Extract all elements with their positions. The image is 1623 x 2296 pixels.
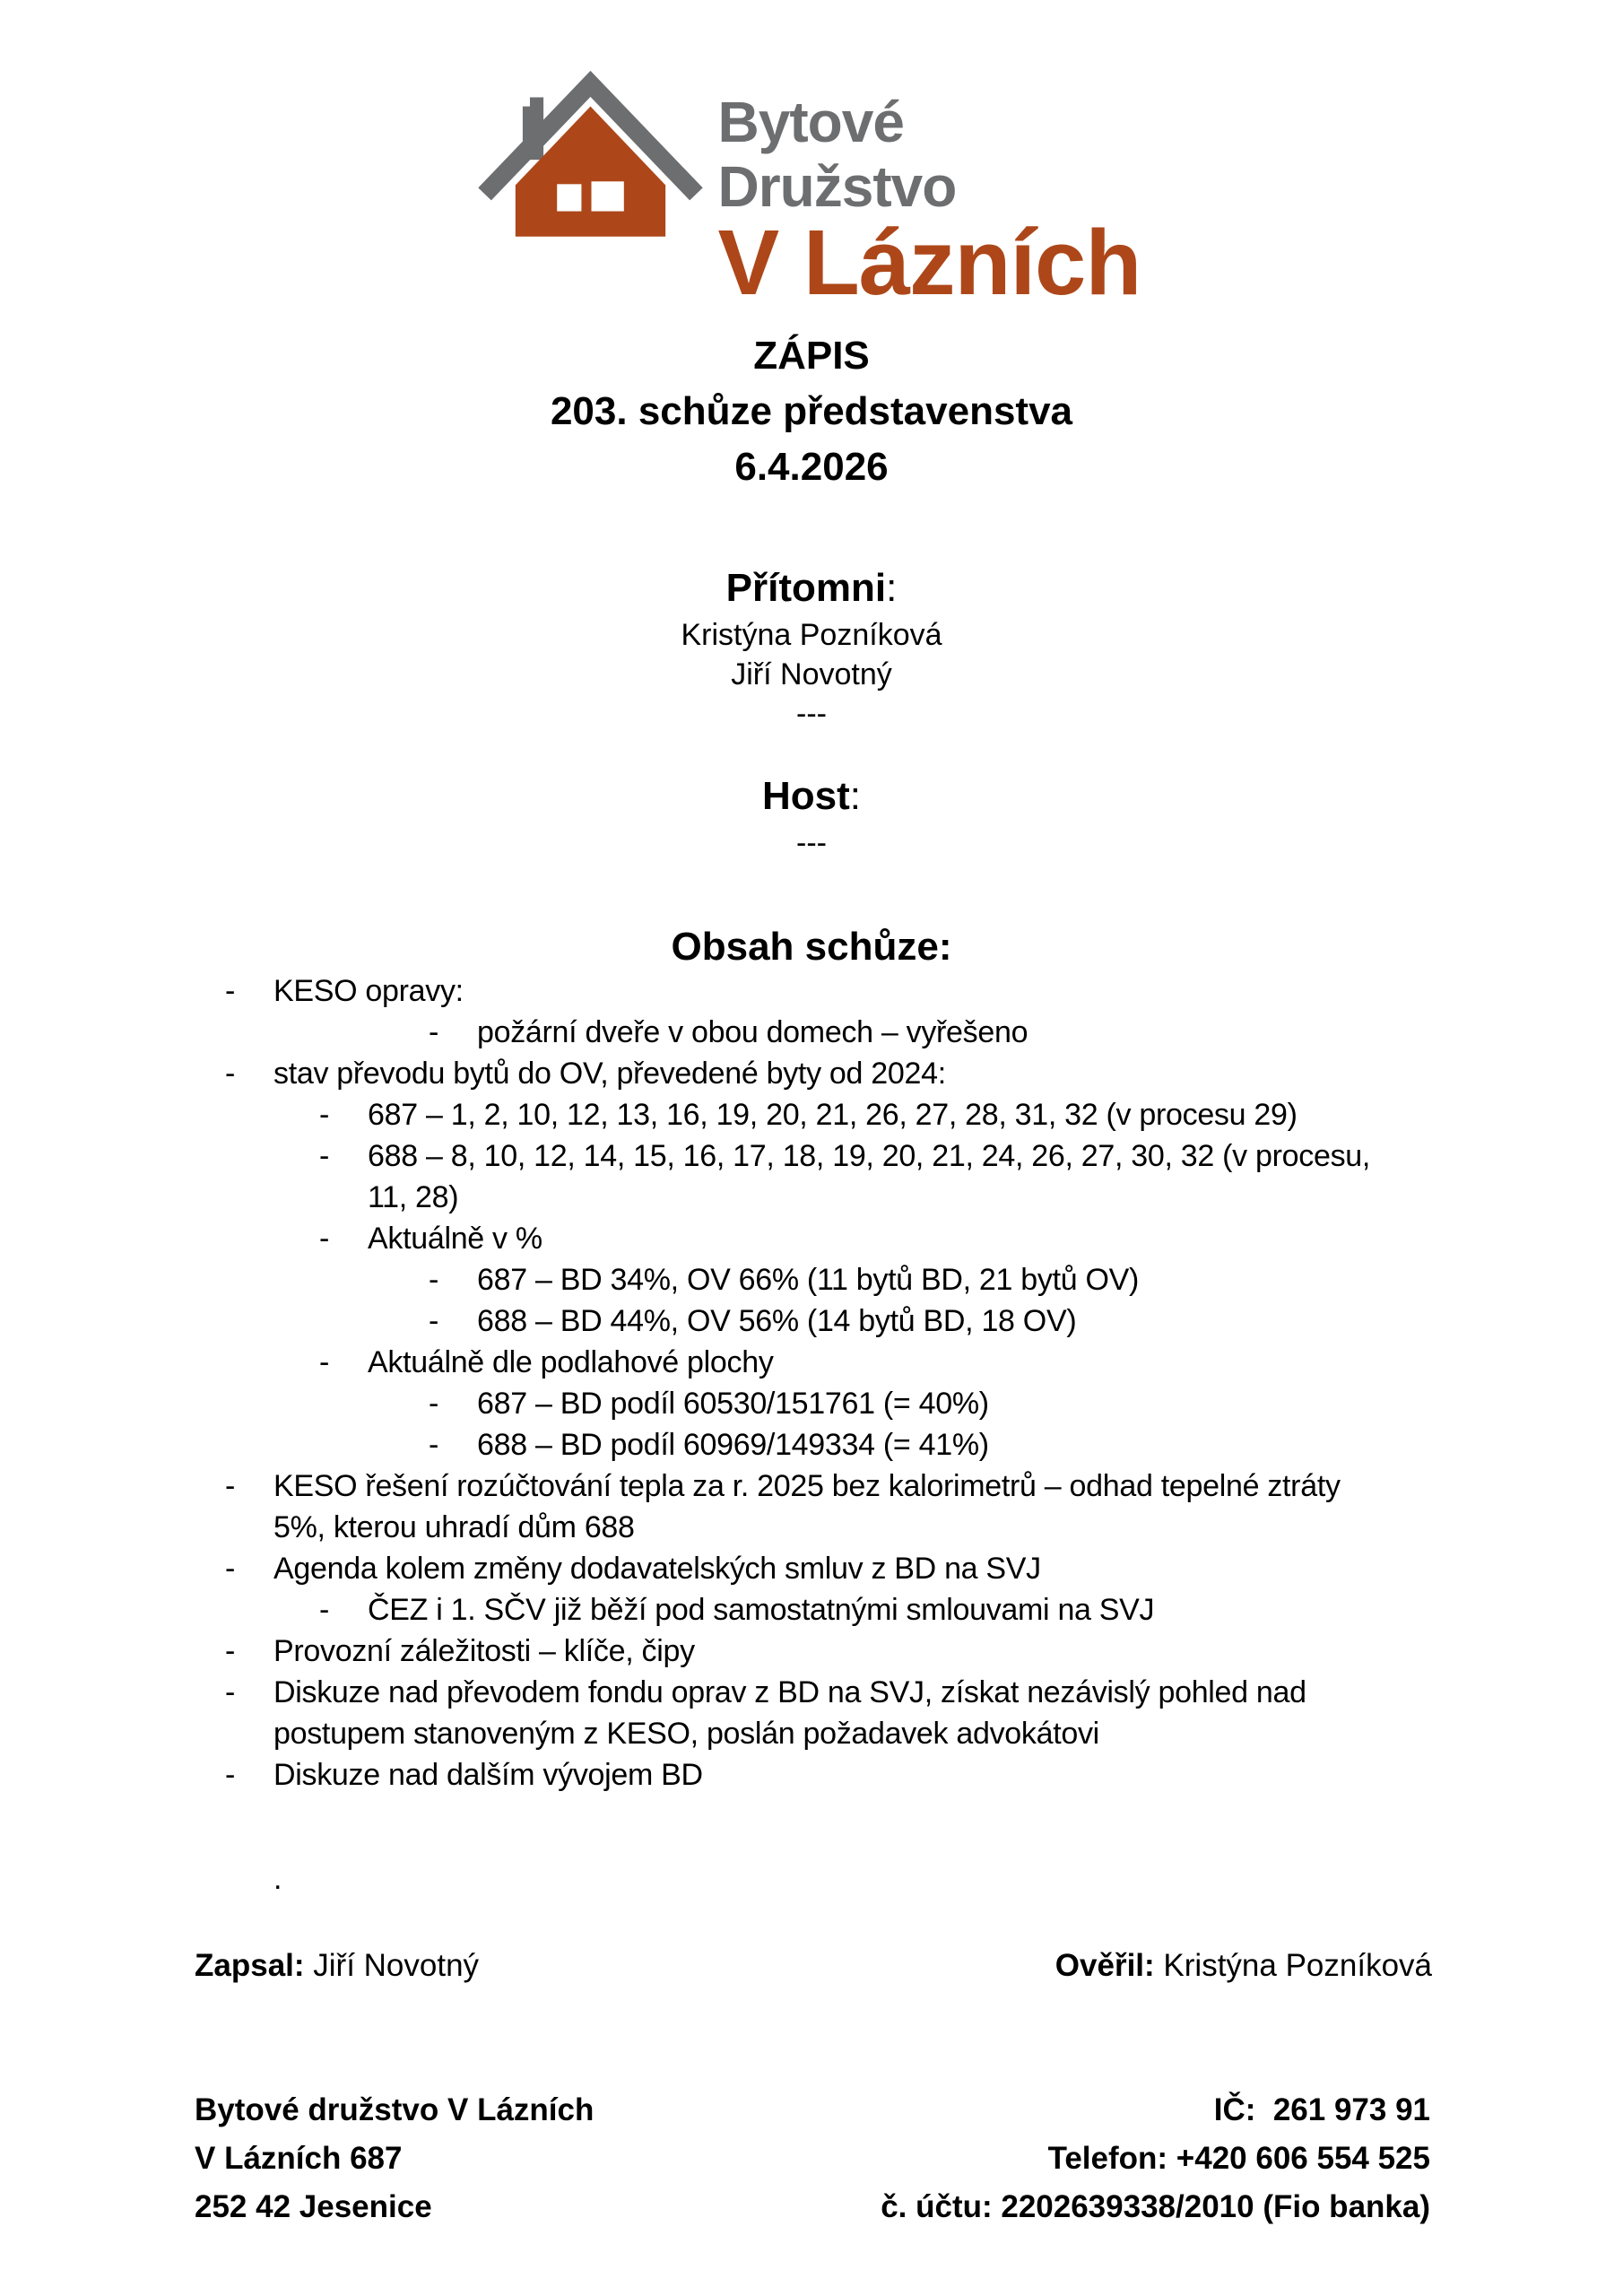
agenda-item: [0, 1259, 1623, 1300]
agenda-item-text: Aktuálně v %: [368, 1222, 542, 1256]
agenda-item-text: 688 – BD podíl 60969/149334 (= 41%): [477, 1428, 989, 1462]
agenda-item: [0, 1672, 1623, 1713]
agenda-item-dash: -: [225, 1552, 236, 1586]
recorded-by: [195, 1944, 479, 1987]
agenda-item-dash: -: [429, 1015, 439, 1049]
verified-by-name: Kristýna Pozníková: [1154, 1948, 1432, 1983]
agenda-item-text: Diskuze nad převodem fondu oprav z BD na SVJ, získat nezávislý pohled nad: [273, 1675, 1306, 1709]
attendee-name: Jiří Novotný: [731, 657, 892, 691]
footer-contact-line: IČ: 261 973 91: [1213, 2092, 1430, 2127]
title-line-date: 6.4.2026: [734, 445, 889, 489]
guests-heading-label: Host: [761, 774, 850, 818]
agenda-item-dash: -: [319, 1222, 330, 1256]
agenda-item-text: Diskuze nad dalším vývojem BD: [273, 1758, 703, 1792]
agenda-item: [0, 970, 1623, 1012]
footer-address: [195, 2086, 594, 2231]
footer-contacts: [881, 2086, 1430, 2231]
agenda-item-text: 687 – BD podíl 60530/151761 (= 40%): [477, 1387, 989, 1421]
agenda-item: [0, 1589, 1623, 1631]
logo-text: [717, 90, 1146, 314]
footer-address-line: V Lázních 687: [195, 2141, 403, 2176]
agenda-item-dash: -: [225, 1675, 236, 1709]
agenda-item-text: postupem stanoveným z KESO, poslán požadavek advokátovi: [273, 1717, 1099, 1751]
attendee-name: Kristýna Pozníková: [681, 618, 942, 652]
logo-company-name: V Lázních: [717, 211, 1141, 314]
agenda-item: [0, 1631, 1623, 1672]
agenda-item: [0, 1424, 1623, 1465]
attendees-heading: [0, 565, 1623, 612]
agenda-item-text: Aktuálně dle podlahové plochy: [368, 1345, 774, 1379]
logo-company-type: Bytové Družstvo: [717, 90, 957, 219]
house-icon: [478, 56, 704, 241]
agenda-item: [0, 1383, 1623, 1424]
agenda-item: [0, 1465, 1623, 1507]
page-footer: [195, 2086, 1430, 2231]
agenda-item-text: 687 – BD 34%, OV 66% (11 bytů BD, 21 bytů OV): [477, 1263, 1140, 1297]
agenda-item: [0, 1300, 1623, 1342]
agenda-item-text: požární dveře v obou domech – vyřešeno: [477, 1015, 1028, 1049]
agenda-item-dash: -: [225, 1057, 236, 1091]
agenda-item-text: Agenda kolem změny dodavatelských smluv z BD na SVJ: [273, 1552, 1041, 1586]
agenda-item-text: ČEZ i 1. SČV již běží pod samostatnými smlouvami na SVJ: [368, 1593, 1155, 1627]
document-title: [0, 328, 1623, 495]
agenda-item-dash: -: [429, 1387, 439, 1421]
recorded-by-name: Jiří Novotný: [304, 1948, 480, 1983]
agenda-item: [0, 1754, 1623, 1796]
verified-by-label: Ověřil:: [1055, 1948, 1155, 1983]
agenda-item-text: Provozní záležitosti – klíče, čipy: [273, 1634, 695, 1668]
agenda-heading: Obsah schůze:: [671, 925, 952, 969]
verified-by: [1055, 1944, 1432, 1987]
agenda-item-dash: -: [429, 1428, 439, 1462]
agenda-item-dash: -: [225, 1469, 236, 1503]
footer-contact-line: Telefon: +420 606 554 525: [1047, 2141, 1430, 2176]
agenda-item: [0, 1135, 1623, 1177]
agenda-item: [0, 1012, 1623, 1053]
footer-address-line: 252 42 Jesenice: [195, 2189, 432, 2224]
stray-dot: .: [273, 1862, 282, 1896]
agenda-item-text: KESO opravy:: [273, 974, 464, 1008]
company-logo: [478, 56, 1146, 314]
agenda-item: [0, 1507, 1623, 1548]
agenda-item: [0, 1218, 1623, 1259]
agenda-item-dash: -: [319, 1593, 330, 1627]
agenda-item-dash: -: [429, 1304, 439, 1338]
guests-heading: [0, 773, 1623, 820]
guests-list: [0, 823, 1623, 863]
attendees-heading-label: Přítomni: [725, 566, 887, 610]
agenda-item-text: 11, 28): [368, 1180, 459, 1214]
agenda-item-dash: -: [319, 1139, 330, 1173]
footer-address-line: Bytové družstvo V Lázních: [195, 2092, 595, 2127]
attendees-list: [0, 615, 1623, 734]
agenda-item-text: 688 – BD 44%, OV 56% (14 bytů BD, 18 OV): [477, 1304, 1077, 1338]
agenda-item: [0, 1548, 1623, 1589]
recorded-by-label: Zapsal:: [195, 1948, 305, 1983]
agenda-item: [0, 1177, 1623, 1218]
agenda-item-text: 5%, kterou uhradí dům 688: [273, 1510, 635, 1544]
guests-heading-colon: :: [849, 774, 861, 818]
title-line-meeting: 203. schůze představenstva: [550, 389, 1073, 433]
guest-name: ---: [796, 826, 827, 860]
agenda-item-dash: -: [319, 1345, 330, 1379]
agenda-item-text: 687 – 1, 2, 10, 12, 13, 16, 19, 20, 21, 26, 27, 28, 31, 32 (v procesu 29): [368, 1098, 1298, 1132]
agenda-item-dash: -: [225, 1758, 236, 1792]
agenda-item-dash: -: [225, 974, 236, 1008]
agenda-item: [0, 1342, 1623, 1383]
agenda-list: [0, 970, 1623, 1796]
agenda-item-dash: -: [225, 1634, 236, 1668]
agenda-item: [0, 1713, 1623, 1754]
agenda-item-dash: -: [319, 1098, 330, 1132]
agenda-item-text: stav převodu bytů do OV, převedené byty od 2024:: [273, 1057, 946, 1091]
agenda-item-text: KESO řešení rozúčtování tepla za r. 2025 bez kalorimetrů – odhad tepelné ztráty: [273, 1469, 1341, 1503]
attendee-name: ---: [796, 697, 827, 731]
signature-row: [195, 1944, 1432, 1987]
agenda-item: [0, 1053, 1623, 1094]
title-line-zapis: ZÁPIS: [753, 334, 870, 378]
footer-contact-line: č. účtu: 2202639338/2010 (Fio banka): [881, 2189, 1430, 2224]
agenda-item-text: 688 – 8, 10, 12, 14, 15, 16, 17, 18, 19, 20, 21, 24, 26, 27, 30, 32 (v procesu,: [368, 1139, 1371, 1173]
agenda-item-dash: -: [429, 1263, 439, 1297]
agenda-item: [0, 1094, 1623, 1135]
attendees-heading-colon: :: [886, 566, 898, 610]
